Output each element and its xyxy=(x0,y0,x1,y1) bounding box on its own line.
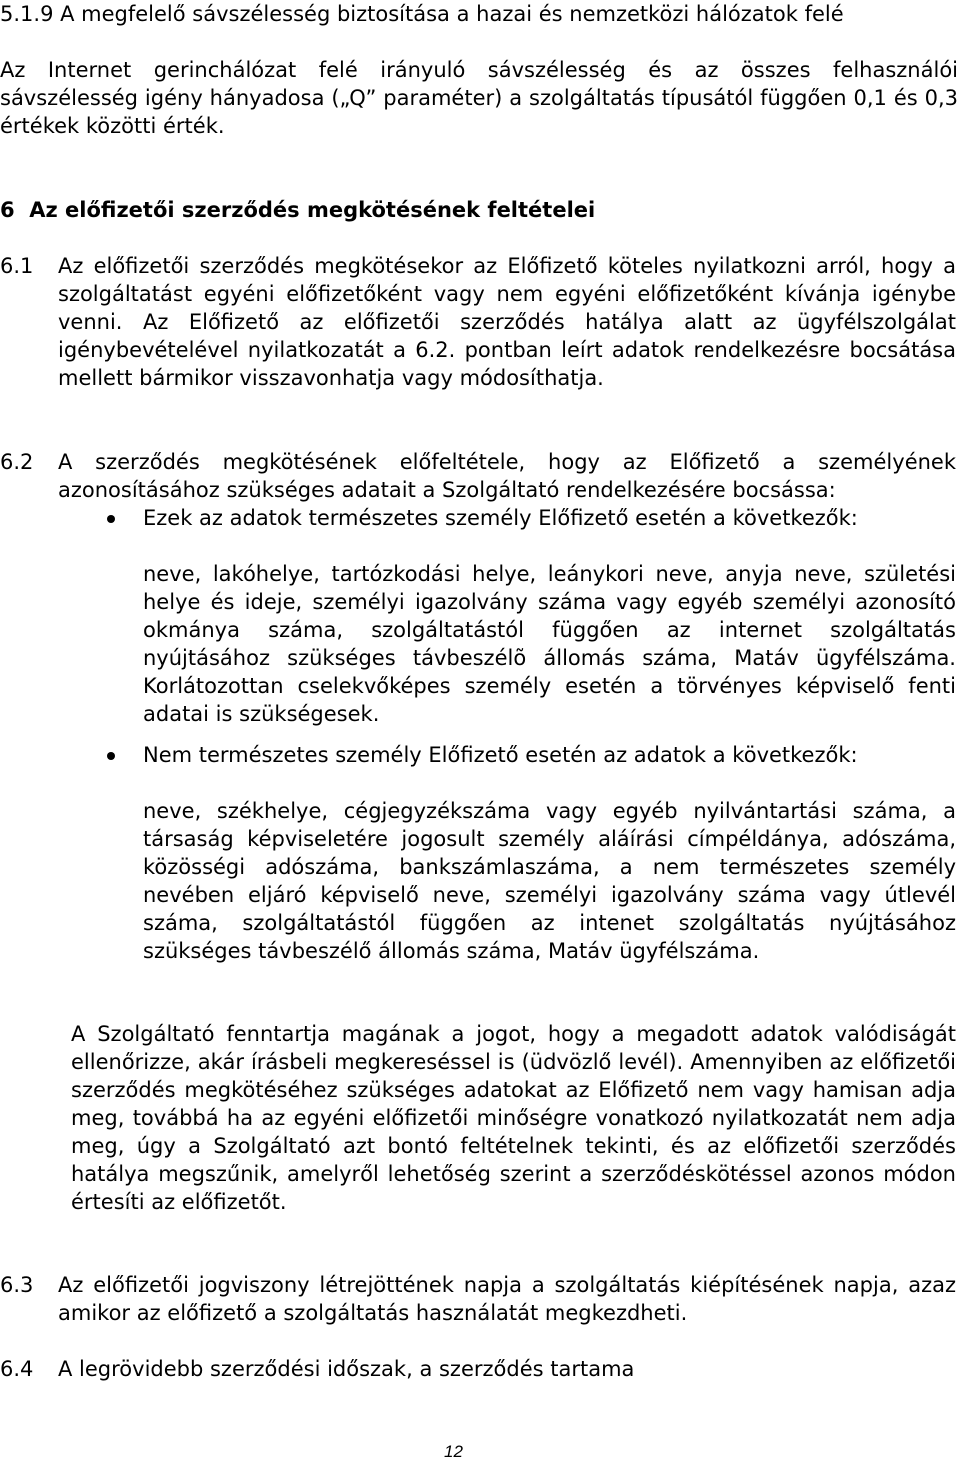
section-6-1-text: Az előfizetői szerződés megkötésekor az Előfizető köteles nyilatkozni arról, hogy a szolgáltatást egyéni előfizetőként vagy nem egyéni előfizetőként kívánja igénybe venni. Az Előfizető az előfizetői szerződés hatálya alatt az ügyfélszolgálat igénybevételével nyilatkozatát a 6.2. pontban leírt adatok rendelkezésre bocsátása mellett bármikor visszavonhatja vagy módosíthatja. xyxy=(58,254,956,390)
section-5-1-9-title: 5.1.9 A megfelelő sávszélesség biztosítása a hazai és nemzetközi hálózatok felé xyxy=(0,2,844,26)
bullet-1-lead: Ezek az adatok természetes személy Előfizető esetén a következők: xyxy=(143,506,858,530)
bullet-dot xyxy=(107,752,115,760)
section-5-1-9-body: Az Internet gerinchálózat felé irányuló sávszélesség és az összes felhasználói sávszélesség igény hányadosa („Q” paraméter) a szolgáltatás típusától függően 0,1 és 0,3 értékek közötti érték. xyxy=(0,58,958,138)
page-number: 12 xyxy=(444,1442,463,1461)
section-6-1-number: 6.1 xyxy=(0,254,34,278)
bullet-2-detail: neve, székhelye, cégjegyzékszáma vagy egyéb nyilvántartási száma, a társaság képviseletére jogosult személy aláírási címpéldánya, adószáma, közösségi adószáma, bankszámlaszáma, a nem természetes személy nevében eljáró képviselő neve, személyi igazolvány száma vagy útlevél száma, szolgáltatástól függően az intenet szolgáltatás nyújtásához szükséges távbeszélő állomás száma, Matáv ügyfélszáma. xyxy=(143,799,956,963)
section-6-3-number: 6.3 xyxy=(0,1273,34,1297)
section-6-2-closing: A Szolgáltató fenntartja magának a jogot, hogy a megadott adatok valódiságát ellenőrizze, akár írásbeli megkereséssel is (üdvözlő levél). Amennyiben az előfizetői szerződés megkötéséhez szükséges adatokat az Előfizető nem vagy hamisan adja meg, továbbá ha az egyéni előfizetői minőségre vonatkozó nyilatkozatát nem adja meg, úgy a Szolgáltató azt bontó feltételnek tekinti, és az előfizetői szerződés hatálya megszűnik, amelyről lehetőség szerint a szerződéskötéssel azonos módon értesíti az előfizetőt. xyxy=(71,1022,956,1214)
section-6-2-text: A szerződés megkötésének előfeltétele, hogy az Előfizető a személyének azonosításához szükséges adatait a Szolgáltató rendelkezésére bocsássa: xyxy=(58,450,956,502)
bullet-2-lead: Nem természetes személy Előfizető esetén az adatok a következők: xyxy=(143,743,858,767)
bullet-dot xyxy=(107,515,115,523)
section-6-4-number: 6.4 xyxy=(0,1357,34,1381)
section-6-heading: 6 Az előfizetői szerződés megkötésének feltételei xyxy=(0,198,596,222)
section-6-4-text: A legrövidebb szerződési időszak, a szerződés tartama xyxy=(58,1357,635,1381)
section-6-2-number: 6.2 xyxy=(0,450,34,474)
bullet-1-detail: neve, lakóhelye, tartózkodási helye, leánykori neve, anyja neve, születési helye és ideje, személyi igazolvány száma vagy egyéb személyi azonosító okmánya száma, szolgáltatástól függően az internet szolgáltatás nyújtásához szükséges távbeszélõ állomás száma, Matáv ügyfélszáma. Korlátozottan cselekvőképes személy esetén a törvényes képviselő fenti adatai is szükségesek. xyxy=(143,562,956,726)
section-6-3-text: Az előfizetői jogviszony létrejöttének napja a szolgáltatás kiépítésének napja, azaz amikor az előfizető a szolgáltatás használatát megkezdheti. xyxy=(58,1273,956,1325)
